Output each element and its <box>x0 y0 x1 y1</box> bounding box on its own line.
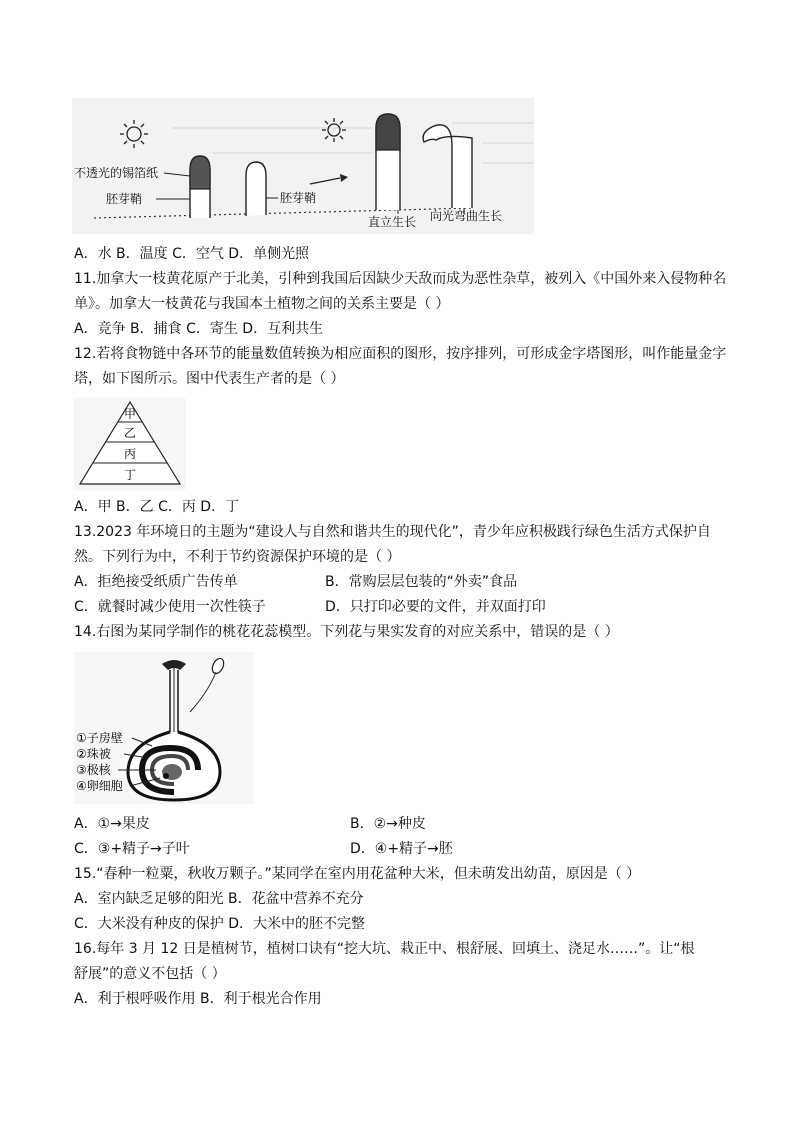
q14-option-b: B．②→种皮 <box>350 816 426 832</box>
q15-stem: 15.“春种一粒粟，秋收万颗子。”某同学在室内用花盆种大米，但未萌发出幼苗，原因是（ ） <box>74 866 641 882</box>
q16-stem-line1: 16.每年 3 月 12 日是植树节，植树口诀有“挖大坑、栽正中、根舒展、回填土、浇足水……”。让“根 <box>74 941 695 957</box>
pyramid-level-3: 丙 <box>123 447 137 461</box>
q14-stem: 14.右图为某同学制作的桃花花蕊模型。下列花与果实发育的对应关系中，错误的是（ ） <box>74 624 619 640</box>
pistil-label-3: ③极核 <box>76 763 111 777</box>
q14-option-c: C．③+精子→子叶 <box>74 841 190 857</box>
q12-options: A．甲 B．乙 C．丙 D．丁 <box>74 499 240 515</box>
pyramid-level-4: 丁 <box>123 468 137 482</box>
energy-pyramid <box>74 398 186 490</box>
coleoptile-upright <box>376 114 400 210</box>
q13-option-b: B．常购层层包装的“外卖”食品 <box>325 574 518 590</box>
q11-stem-line1: 11.加拿大一枝黄花原产于北美，引种到我国后因缺少天敌而成为恶性杂草，被列入《中国外来入侵物种名 <box>74 271 727 287</box>
q13-option-d: D．只打印必要的文件，并双面打印 <box>325 599 546 615</box>
label-bend: 向光弯曲生长 <box>430 209 503 223</box>
pistil-label-4: ④卵细胞 <box>76 779 123 793</box>
q13-stem-line1: 13.2023 年环境日的主题为“建设人与自然和谐共生的现代化”，青少年应积极践行绿色生活方式保护自 <box>74 524 711 540</box>
q11-stem-line2: 单》。加拿大一枝黄花与我国本土植物之间的关系主要是（ ） <box>74 296 450 312</box>
q15-options-line1: A．室内缺乏足够的阳光 B．花盆中营养不充分 <box>74 891 364 907</box>
q15-options-line2: C．大米没有种皮的保护 D．大米中的胚不完整 <box>74 916 366 932</box>
q12-stem-line2: 塔，如下图所示。图中代表生产者的是（ ） <box>74 371 345 387</box>
coleoptile-diagram <box>72 98 534 234</box>
label-sheath-1: 胚芽鞘 <box>106 192 143 206</box>
q10-options: A．水 B．温度 C．空气 D．单侧光照 <box>74 246 310 262</box>
q13-option-a: A．拒绝接受纸质广告传单 <box>74 574 238 590</box>
q13-stem-line2: 然。下列行为中，不利于节约资源保护环境的是（ ） <box>74 549 401 565</box>
q13-option-c: C．就餐时减少使用一次性筷子 <box>74 599 266 615</box>
coleoptile-plain <box>246 162 266 216</box>
coleoptile-with-foil <box>190 156 210 218</box>
label-sheath-2: 胚芽鞘 <box>280 191 317 205</box>
q14-option-d: D．④+精子→胚 <box>350 841 453 857</box>
q11-options: A．竞争 B．捕食 C．寄生 D．互利共生 <box>74 321 324 337</box>
q16-stem-line2: 舒展”的意义不包括（ ） <box>74 966 226 982</box>
pistil-label-2: ②珠被 <box>76 747 111 761</box>
pyramid-level-2: 乙 <box>123 426 137 440</box>
q12-stem-line1: 12.若将食物链中各环节的能量数值转换为相应面积的图形，按序排列，可形成金字塔图形，叫作能量金字 <box>74 346 727 362</box>
label-foil: 不透光的锡箔纸 <box>74 166 159 180</box>
pistil-label-1: ①子房壁 <box>76 731 123 745</box>
label-upright: 直立生长 <box>368 215 417 229</box>
q16-options-line1: A．利于根呼吸作用 B．利于根光合作用 <box>74 991 322 1007</box>
pistil-model-figure <box>74 652 254 804</box>
q14-option-a: A．①→果皮 <box>74 816 150 832</box>
pyramid-level-1: 甲 <box>123 407 137 421</box>
coleoptile-figure <box>72 98 534 234</box>
